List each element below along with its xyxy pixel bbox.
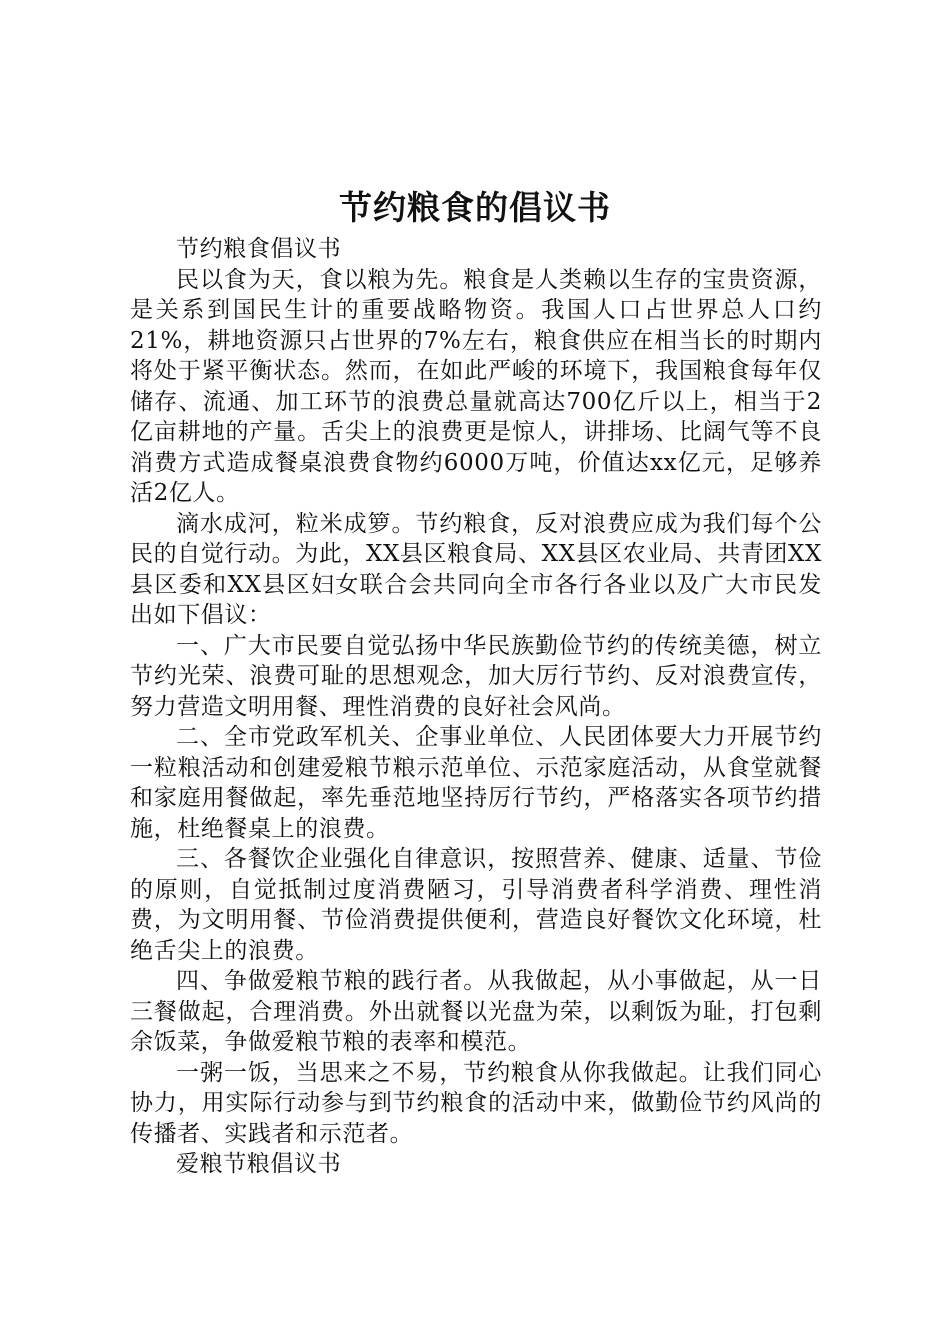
paragraph-next-heading: 爱粮节粮倡议书 xyxy=(176,1151,342,1177)
paragraph-item-4: 四、争做爱粮节粮的践行者。从我做起，从小事做起，从一日三餐做起，合理消费。外出就餐以光盘为荣，以剩饭为耻，打包剩余饭菜，争做爱粮节粮的表率和模范。 xyxy=(130,968,822,1055)
document-title: 节约粮食的倡议书 xyxy=(339,188,611,227)
paragraph-closing: 一粥一饭，当思来之不易，节约粮食从你我做起。让我们同心协力，用实际行动参与到节约粮食的活动中来，做勤俭节约风尚的传播者、实践者和示范者。 xyxy=(130,1059,822,1147)
paragraph-intro: 民以食为天，食以粮为先。粮食是人类赖以生存的宝贵资源，是关系到国民生计的重要战略物资。我国人口占世界总人口约21%，耕地资源只占世界的7%左右，粮食供应在相当长的时期内将处于紧平衡状态。然而，在如此严峻的环境下，我国粮食每年仅储存、流通、加工环节的浪费总量就高达700亿斤以上，相当于2亿亩耕地的产量。舌尖上的浪费更是惊人，讲排场、比阔气等不良消费方式造成餐桌浪费食物约6000万吨，价值达xx亿元，足够养活2亿人。 xyxy=(130,266,822,506)
paragraph-item-2: 二、全市党政军机关、企事业单位、人民团体要大力开展节约一粒粮活动和创建爱粮节粮示范单位、示范家庭活动，从食堂就餐和家庭用餐做起，率先垂范地坚持厉行节约，严格落实各项节约措施，杜绝餐桌上的浪费。 xyxy=(130,724,822,842)
paragraph-item-1: 一、广大市民要自觉弘扬中华民族勤俭节约的传统美德，树立节约光荣、浪费可耻的思想观念，加大厉行节约、反对浪费宣传，努力营造文明用餐、理性消费的良好社会风尚。 xyxy=(130,632,822,720)
paragraph-call: 滴水成河，粒米成箩。节约粮食，反对浪费应成为我们每个公民的自觉行动。为此，XX县区粮食局、XX县区农业局、共青团XX县区委和XX县区妇女联合会共同向全市各行各业以及广大市民发出如下倡议： xyxy=(130,510,822,628)
paragraph-subtitle: 节约粮食倡议书 xyxy=(176,236,342,262)
paragraph-item-3: 三、各餐饮企业强化自律意识，按照营养、健康、适量、节俭的原则，自觉抵制过度消费陋习，引导消费者科学消费、理性消费，为文明用餐、节俭消费提供便利，营造良好餐饮文化环境，杜绝舌尖上的浪费。 xyxy=(130,846,822,964)
document-body xyxy=(130,234,822,1180)
